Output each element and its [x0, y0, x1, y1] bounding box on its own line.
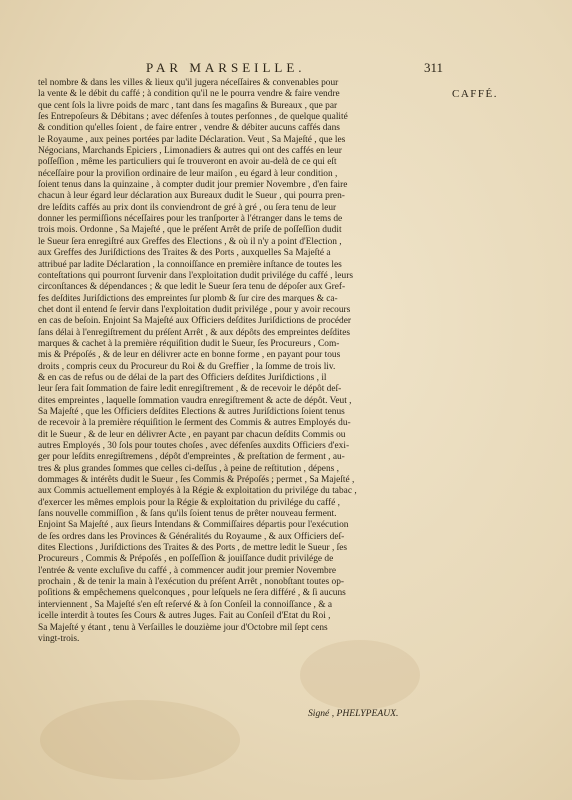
margin-catchword: CAFFÉ.	[452, 88, 498, 100]
text-line: trois mois. Ordonne , Sa Majeſté , que le préſent Arrêt de priſe de poſſeſſion dudit	[38, 225, 342, 236]
text-line: tel nombre & dans les villes & lieux qu'il jugera néceſſaires & convenables pour	[38, 78, 339, 88]
text-line: mis & Prépoſés , & de leur en délivrer acte en bonne forme , en payant pour tous	[38, 350, 341, 361]
text-line: ſes Entrepoſeurs & Débitans ; avec défenſes à toutes perſonnes , de quelque qualité	[38, 112, 348, 123]
text-line: & en cas de refus ou de délai de la part des Officiers deſdites Juriſdictions , il	[38, 372, 327, 383]
text-line: & condition qu'elles ſoient , de faire entrer , vendre & débiter aucuns caffés dans	[38, 123, 340, 134]
text-line: dommages & intérêts dudit le Sueur , ſes Commis & Prépoſés ; permet , Sa Majeſté ,	[38, 475, 355, 486]
text-line: icelle interdit à toutes ſes Cours & autres Juges. Fait au Conſeil d'Etat du Roi ,	[38, 611, 331, 622]
text-line: marques & cachet à la première réquiſition dudit le Sueur, ſes Procureurs , Com-	[38, 338, 340, 349]
text-line: donner les permiſſions néceſſaires pour les tranſporter à l'étranger dans le tems de	[38, 214, 343, 225]
text-line: tres & plus grandes ſommes que celles ci-deſſus , à peine de reſtitution , dépens ,	[38, 463, 339, 474]
text-line: ger pour leſdits enregiſtremens , dépôt d'empreintes , & preſtation de ferment , au-	[38, 452, 345, 463]
text-line: d'exercer les mêmes emplois pour la Régie & exploitation du privilége du caffé ,	[38, 497, 340, 508]
text-line: droits , compris ceux du Procureur du Roi & du Greffier , la ſomme de trois liv.	[38, 361, 336, 372]
text-line: que cent ſols la livre poids de marc , tant dans ſes magaſins & Bureaux , que par	[38, 100, 338, 111]
text-line: dites empreintes , laquelle ſommation vaudra enregiſtrement & acte de dépôt. Veut ,	[38, 395, 352, 406]
running-title: PAR MARSEILLE.	[146, 60, 306, 75]
text-line: Sa Majeſté y étant , tenu à Verſailles le douzième jour d'Octobre mil ſept cens	[38, 622, 328, 633]
text-line: de ſes ordres dans les Provinces & Généralités du Royaume , & aux Officiers deſ-	[38, 531, 345, 542]
text-line: de recevoir à la première réquiſition le ſerment des Commis & autres Employés du-	[38, 418, 351, 429]
text-line: poſitions & empêchemens quelconques , pour leſquels ne ſera différé , & ſi aucuns	[38, 588, 346, 599]
text-line: poſſeſſion , même les particuliers qui ſe trouveront en avoir au-delà de ce qui eſt	[38, 157, 337, 168]
text-line: Procureurs , Commis & Prépoſés , en poſſeſſion & jouiſſance dudit privilége de	[38, 554, 334, 565]
body-text	[38, 78, 448, 645]
text-line: néceſſaire pour la proviſion ordinaire de leur maiſon , eu égard à leur condition ,	[38, 168, 338, 179]
text-line: Sa Majeſté , que les Officiers deſdites Elections & autres Juriſdictions ſoient tenus	[38, 406, 345, 417]
text-line: autres Employés , 30 ſols pour toutes choſes , avec défenſes auxdits Officiers d'exi-	[38, 441, 350, 451]
text-line: leur ſera fait ſommation de faire ledit enregiſtrement , & de recevoir le dépôt deſ-	[38, 384, 342, 395]
text-line: ſans délai à l'enregiſtrement du préſent Arrêt , & aux dépôts des empreintes deſdites	[38, 327, 351, 338]
text-line: conteſtations qui pourront ſurvenir dans l'exploitation dudit privilége du caffé , leurs	[38, 270, 353, 281]
text-line: vingt-trois.	[38, 633, 80, 644]
paper-stain	[40, 700, 240, 780]
text-line: aux Commis actuellement employés à la Régie & exploitation du privilége du tabac ,	[38, 486, 357, 497]
text-line: le Royaume , aux peines portées par ladite Déclaration. Veut , Sa Majeſté , que les	[38, 134, 346, 145]
text-line: l'entrée & vente excluſive du caffé , à commencer audit jour premier Novembre	[38, 565, 336, 576]
text-line: attribué par ladite Déclaration , la connoiſſance en première inſtance de toutes les	[38, 259, 342, 270]
text-line: Négocians, Marchands Epiciers , Limonadiers & autres qui ont des caffés en leur	[38, 146, 342, 157]
text-line: Enjoint Sa Majeſté , aux ſieurs Intendans & Commiſſaires départis pour l'exécution	[38, 520, 349, 531]
text-line: aux Greffes des Juriſdictions des Traites & des Ports , auxquelles Sa Majeſté a	[38, 248, 331, 259]
page-number: 311	[424, 60, 444, 75]
text-line: le Sueur ſera enregiſtré aux Greffes des Elections , & où il n'y a point d'Election ,	[38, 236, 342, 247]
text-line: dites Elections , Juriſdictions des Traites & des Ports , de mettre ledit le Sueur , ſes	[38, 543, 348, 554]
text-line: interviennent , Sa Majeſté s'en eſt reſervé & à ſon Conſeil la connoiſſance , & a	[38, 599, 333, 610]
text-line: dre leſdits caffés au prix dont ils conviendront de gré à gré , ou ſera tenu de leur	[38, 202, 337, 213]
text-line: circonſtances & dépendances ; & que ledit le Sueur ſera tenu de dépoſer aux Gref-	[38, 282, 346, 293]
paper-stain	[300, 640, 420, 710]
text-line: prochain , & de tenir la main à l'exécution du préſent Arrêt , nonobſtant toutes op-	[38, 577, 345, 588]
text-line: en cas de beſoin. Enjoint Sa Majeſté aux Officiers deſdites Juriſdictions de procéder	[38, 316, 352, 327]
text-line: ſoient tenus dans la quinzaine , à compter dudit jour premier Novembre , d'en faire	[38, 180, 348, 191]
text-line: chacun à leur égard leur déclaration aux Bureaux dudit le Sueur , qui pourra pren-	[38, 191, 345, 202]
text-line: dit le Sueur , & de leur en délivrer Acte , en payant par chacun deſdits Commis ou	[38, 429, 346, 440]
text-line: fes deſdites Juriſdictions des empreintes ſur plomb & ſur cire des marques & ca-	[38, 293, 338, 304]
text-line: chet dont il entend ſe ſervir dans l'exploitation dudit privilége , pour y avoir recours	[38, 304, 351, 315]
signature: Signé , PHELYPEAUX.	[308, 708, 399, 719]
text-line: la vente & le débit du caffé ; à condition qu'il ne le pourra vendre & faire vendre	[38, 89, 340, 100]
text-line: ſans nouvelle commiſſion , & ſans qu'ils ſoient tenus de prêter nouveau ferment.	[38, 509, 337, 520]
